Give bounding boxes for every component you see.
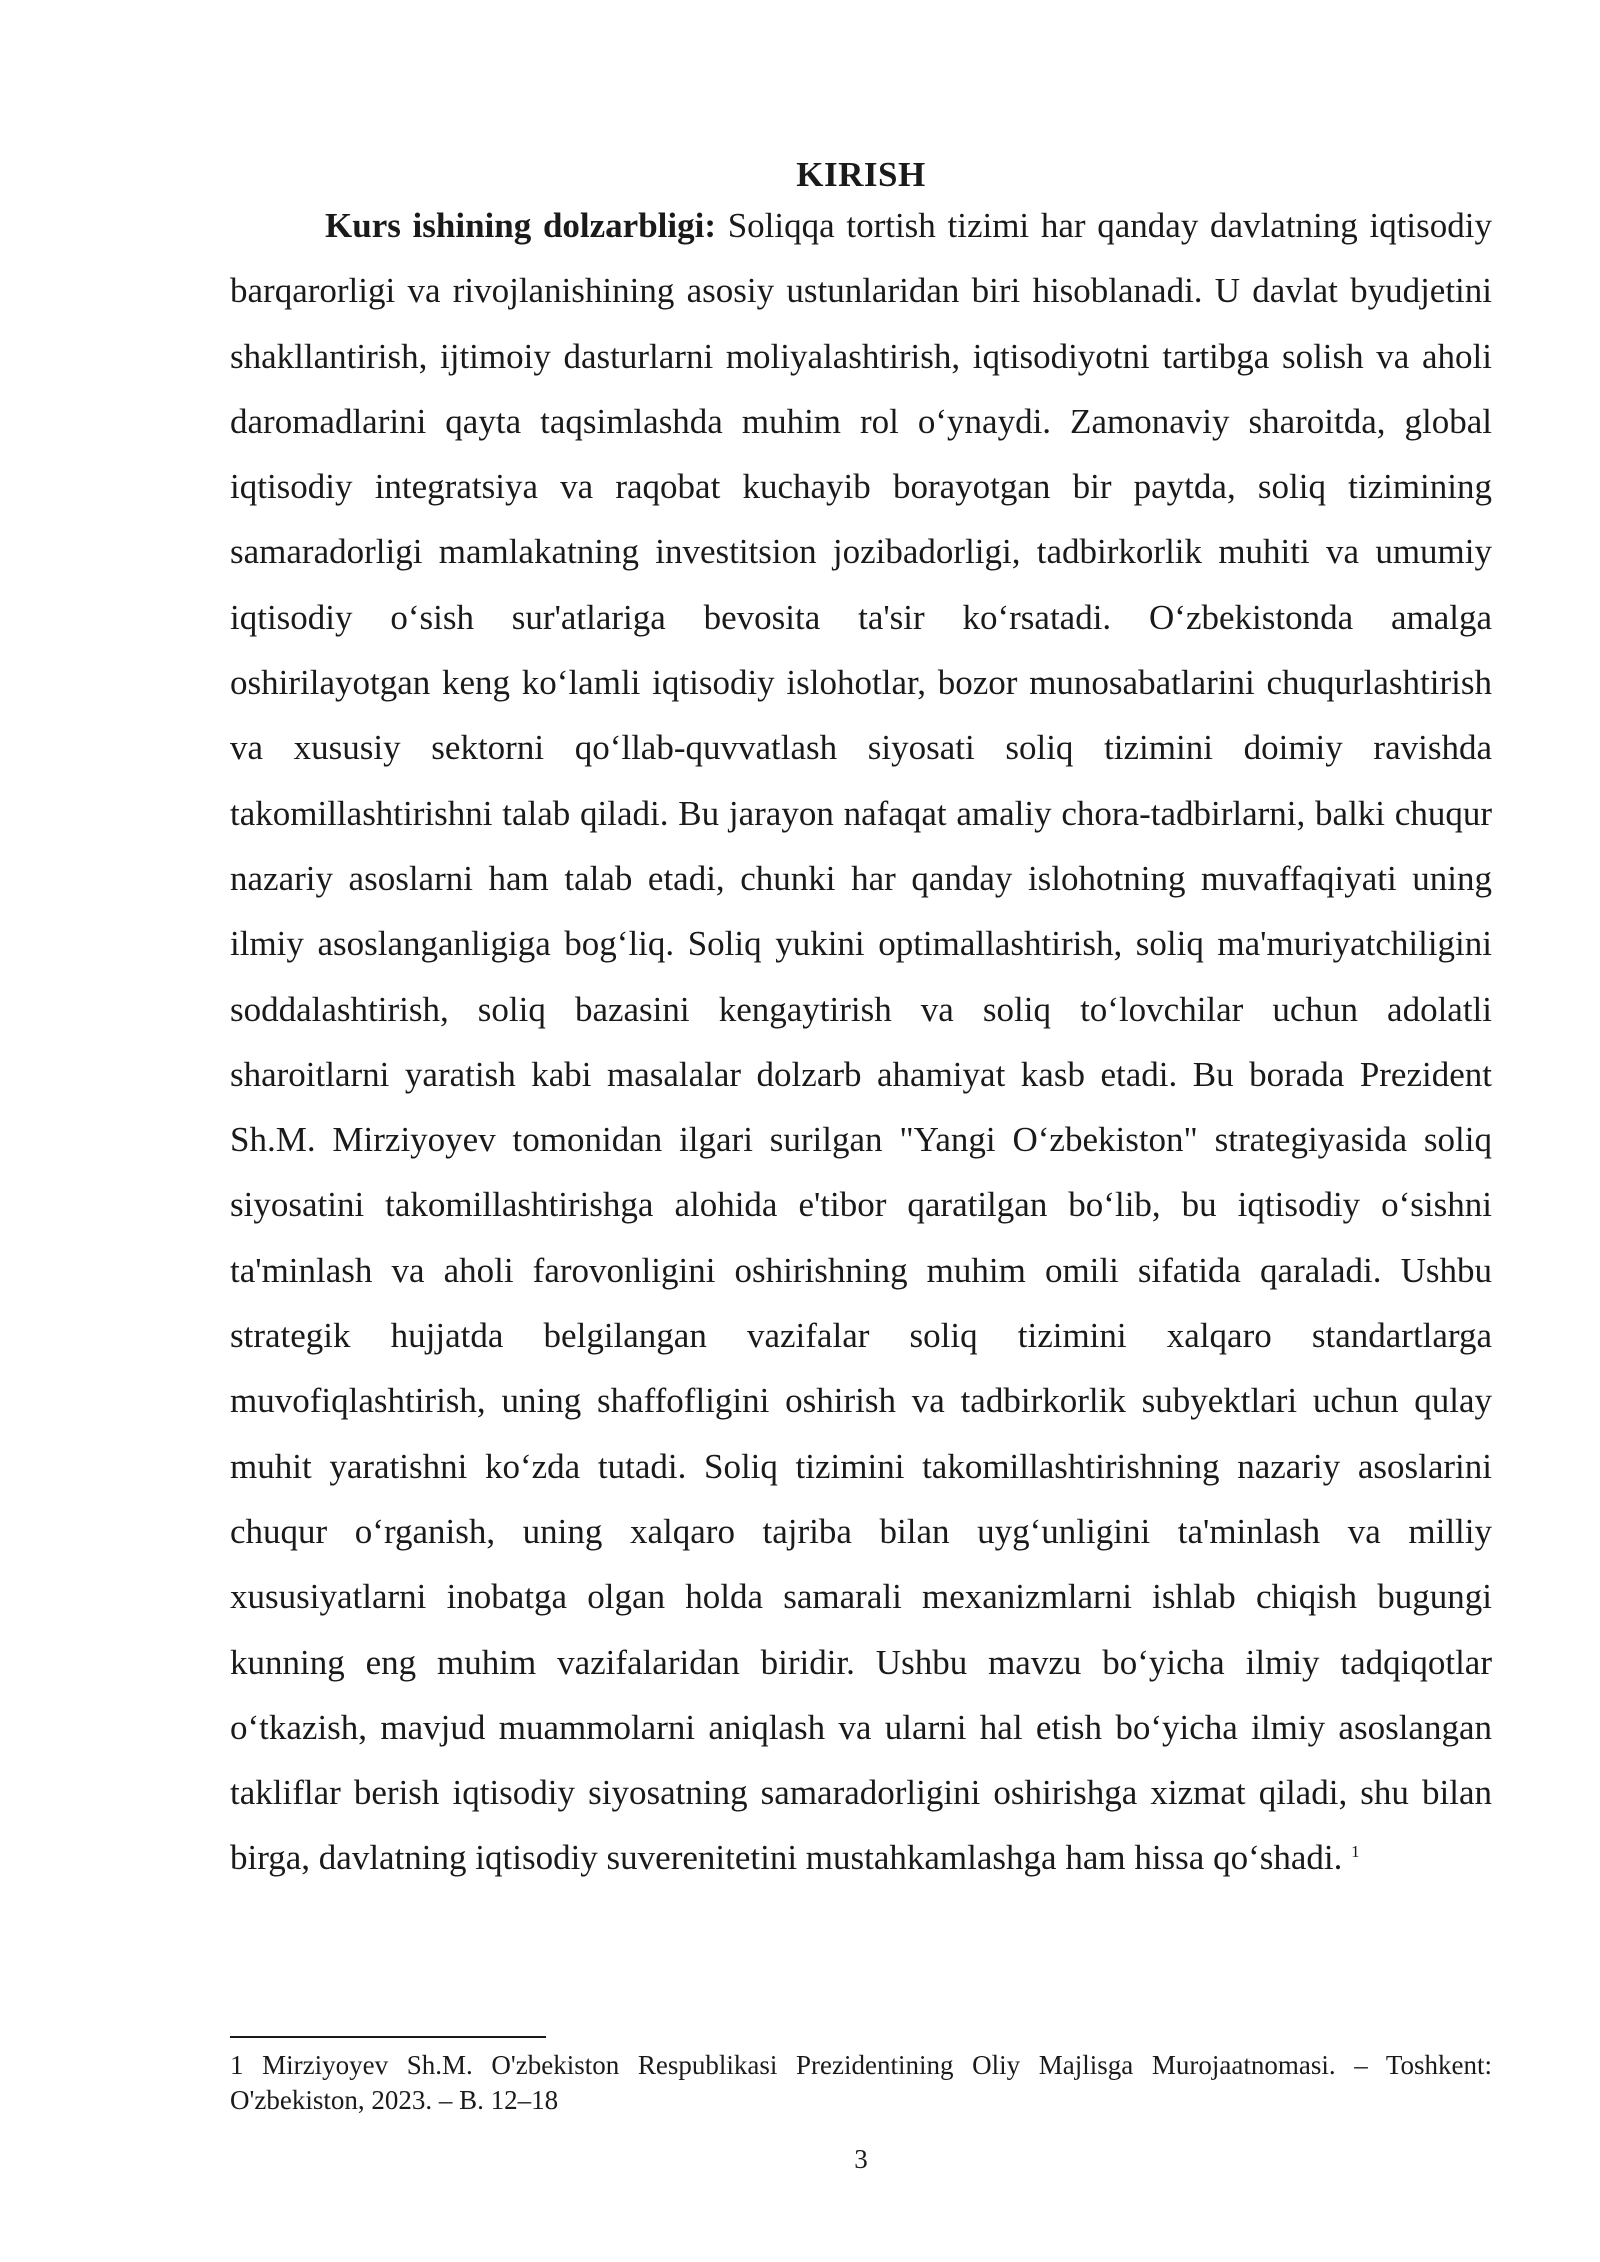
paragraph-body: Soliqqa tortish tizimi har qanday davlatning iqtisodiy barqarorligi va rivojlanishining asosiy ustunlaridan biri hisoblanadi. U davlat byudjetini shakllantirish, ijtimoiy dasturlarni moliyalashtirish, iqtisodiyotni tartibga solish va aholi daromadlarini qayta taqsimlashda muhim rol o‘ynaydi. Zamonaviy sharoitda, global iqtisodiy integratsiya va raqobat kuchayib borayotgan bir paytda, soliq tizimining samaradorligi mamlakatning investitsion jozibadorligi, tadbirkorlik muhiti va umumiy iqtisodiy o‘sish sur'atlariga bevosita ta'sir ko‘rsatadi. O‘zbekistonda amalga oshirilayotgan keng ko‘lamli iqtisodiy islohotlar, bozor munosabatlarini chuqurlashtirish va xususiy sektorni qo‘llab-quvvatlash siyosati soliq tizimini doimiy ravishda takomillashtirishni talab qiladi. Bu jarayon nafaqat amaliy chora-tadbirlarni, balki chuqur nazariy asoslarni ham talab etadi, chunki har qanday islohotning muvaffaqiyati uning ilmiy asoslanganligiga bog‘liq. Soliq yukini optimallashtirish, soliq ma'muriyatchiligini soddalashtirish, soliq bazasini kengaytirish va soliq to‘lovchilar uchun adolatli sharoitlarni yaratish kabi masalalar dolzarb ahamiyat kasb etadi. Bu borada Prezident Sh.M. Mirziyoyev tomonidan ilgari surilgan "Yangi O‘zbekiston" strategiyasida soliq siyosatini takomillashtirishga alohida e'tibor qaratilgan bo‘lib, bu iqtisodiy o‘sishni ta'minlash va aholi farovonligini oshirishning muhim omili sifatida qaraladi. Ushbu strategik hujjatda belgilangan vazifalar soliq tizimini xalqaro standartlarga muvofiqlashtirish, uning shaffofligini oshirish va tadbirkorlik subyektlari uchun qulay muhit yaratishni ko‘zda tutadi. Soliq tizimini takomillashtirishning nazariy asoslarini chuqur o‘rganish, uning xalqaro tajriba bilan uyg‘unligini ta'minlash va milliy xususiyatlarni inobatga olgan holda samarali mexanizmlarni ishlab chiqish bugungi kunning eng muhim vazifalaridan biridir. Ushbu mavzu bo‘yicha ilmiy tadqiqotlar o‘tkazish, mavjud muammolarni aniqlash va ularni hal etish bo‘yicha ilmiy asoslangan takliflar berish iqtisodiy siyosatning samaradorligini oshirishga xizmat qiladi, shu bilan birga, davlatning iqtisodiy suverenitetini mustahkamlashga ham hissa qo‘shadi. <box>230 206 1492 1878</box>
footnote-divider <box>230 2036 546 2038</box>
footnote-reference[interactable]: 1 <box>1351 1842 1360 1862</box>
intro-paragraph <box>230 193 1492 1891</box>
footnote: 1 Mirziyoyev Sh.M. O'zbekiston Respublikasi Prezidentining Oliy Majlisga Murojaatnomasi. – Toshkent: O'zbekiston, 2023. – B. 12–18 <box>230 2050 1492 2115</box>
section-heading: KIRISH <box>796 155 926 194</box>
page-number: 3 <box>854 2144 868 2174</box>
paragraph-lead: Kurs ishining dolzarbligi: <box>325 206 716 245</box>
